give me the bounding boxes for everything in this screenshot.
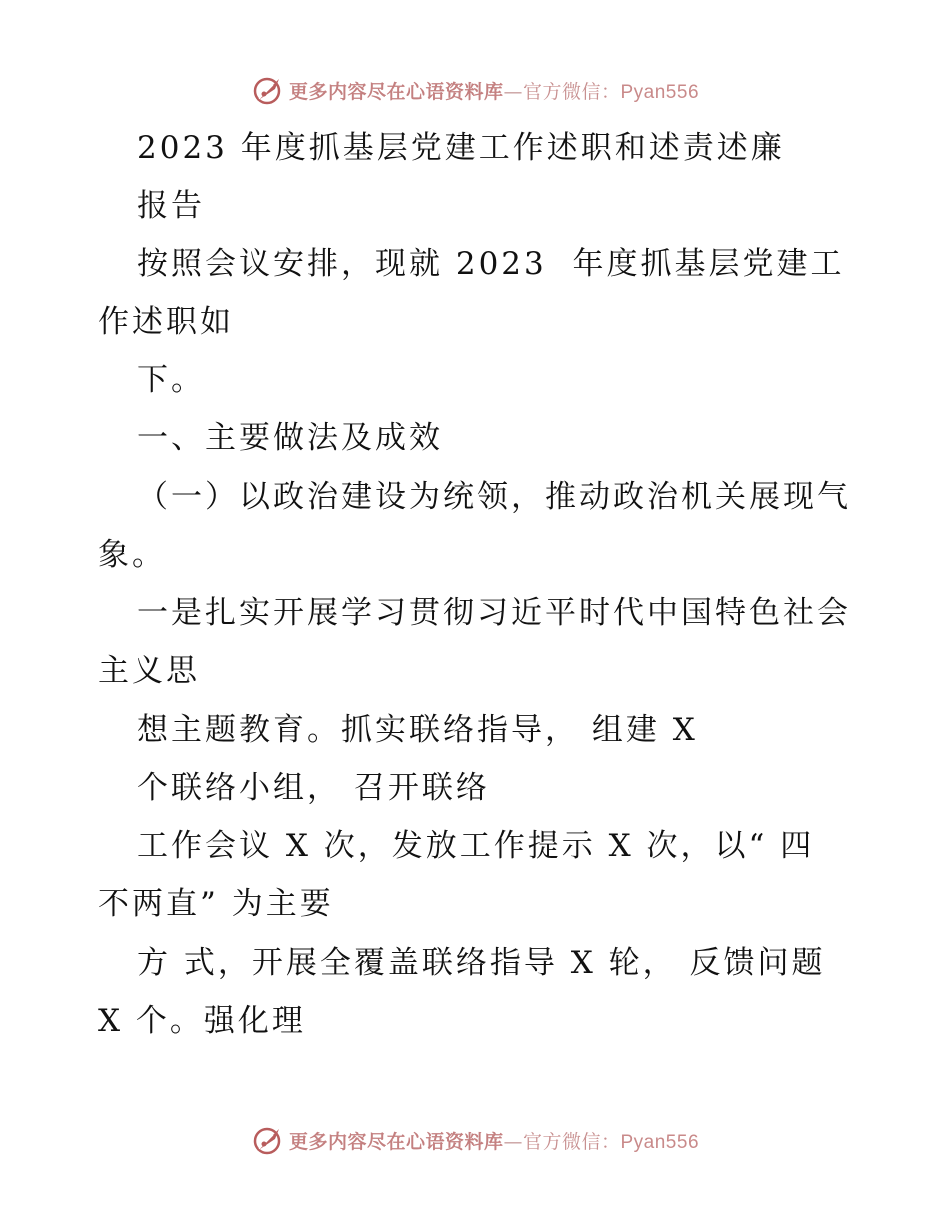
doc-line-4: 作述职如	[98, 304, 234, 340]
watermark-wechat-id: Pyan556	[620, 81, 700, 103]
watermark-wechat-label: 官方微信：	[522, 1130, 621, 1153]
doc-line-title-2: 报告	[137, 188, 205, 224]
watermark-text	[289, 1127, 699, 1154]
doc-line-8: 象。	[98, 537, 166, 573]
doc-line-15: 方 式，开展全覆盖联络指导 X 轮， 反馈问题	[137, 945, 826, 981]
watermark-site-text: 更多内容尽在心语资料库	[288, 1130, 504, 1153]
watermark-dash: —	[503, 1130, 523, 1153]
watermark-site-text: 更多内容尽在心语资料库	[288, 80, 504, 103]
watermark-footer	[0, 1120, 950, 1160]
watermark-text	[289, 77, 699, 104]
doc-line-13: 工作会议 X 次，发放工作提示 X 次，以“ 四	[137, 828, 815, 864]
doc-line-11: 想主题教育。抓实联络指导， 组建 X	[137, 712, 698, 748]
doc-line-title-1: 2023 年度抓基层党建工作述职和述责述廉	[137, 130, 785, 166]
doc-line-12: 个联络小组， 召开联络	[137, 770, 490, 806]
watermark-wechat-label: 官方微信：	[522, 80, 621, 103]
doc-line-7: （一）以政治建设为统领，推动政治机关展现气	[137, 479, 851, 515]
watermark-header	[0, 70, 950, 110]
feather-pen-logo-icon	[251, 73, 285, 107]
doc-line-3: 按照会议安排，现就 2023 年度抓基层党建工	[137, 246, 845, 282]
doc-line-10: 主义思	[98, 653, 200, 689]
watermark-dash: —	[503, 80, 523, 103]
doc-line-9: 一是扎实开展学习贯彻习近平时代中国特色社会	[137, 595, 851, 631]
doc-line-16: X 个。强化理	[98, 1003, 306, 1039]
watermark-wechat-id: Pyan556	[620, 1131, 700, 1153]
doc-line-section-heading: 一、主要做法及成效	[137, 420, 443, 456]
doc-line-5: 下。	[137, 362, 205, 398]
doc-line-14: 不两直” 为主要	[98, 886, 334, 922]
feather-pen-logo-icon	[251, 1123, 285, 1157]
